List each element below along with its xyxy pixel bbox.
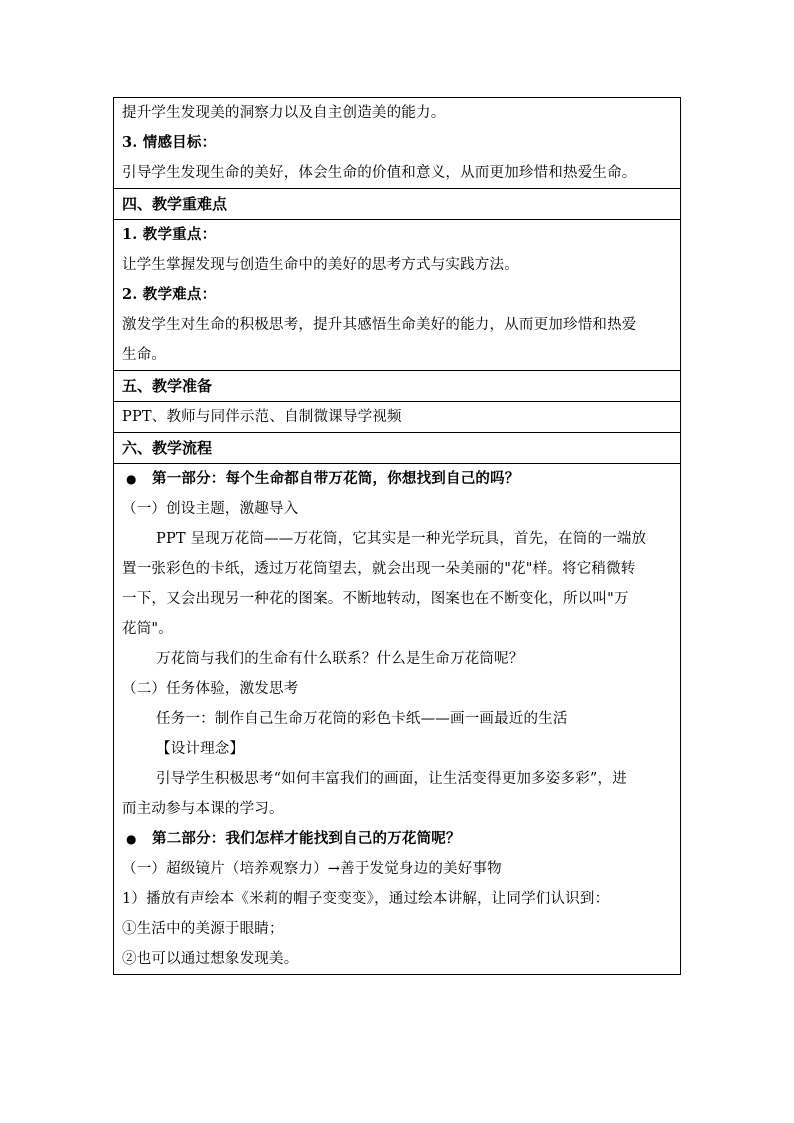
preparation-cell [114,401,680,432]
text-line: （一）创设主题，激趣导入 [122,501,299,517]
part-heading: ● 第一部分：每个生命都自带万花筒，你想找到自己的吗？ [122,464,672,494]
text-line: （一）超级镜片（培养观察力）→善于发觉身边的美好事物 [122,861,502,877]
subheading: 3. 情感目标： [122,134,217,151]
text-line: 花筒"。 [122,621,173,637]
text-line: PPT 呈现万花筒——万花筒，它其实是一种光学玩具，首先，在筒的一端放 [156,531,647,547]
text-line: 置一张彩色的卡纸，透过万花筒望去，就会出现一朵美丽的"花"样。将它稍微转 [122,561,636,577]
text-line: 让学生掌握发现与创造生命中的美好的思考方式与实践方法。 [122,257,519,273]
process-cell [114,463,680,974]
text-line: PPT、教师与同伴示范、自制微课导学视频 [122,409,402,425]
text-line: 1）播放有声绘本《米莉的帽子变变变》，通过绘本讲解，让同学们认识到： [122,891,610,907]
text-line: 任务一：制作自己生命万花筒的彩色卡纸——画一画最近的生活 [156,711,568,727]
section-header-6 [114,432,680,463]
text-line: 引导学生发现生命的美好，体会生命的价值和意义，从而更加珍惜和热爱生命。 [122,165,637,181]
text-line: 提升学生发现美的洞察力以及自主创造美的能力。 [122,105,446,121]
text-line: 【设计理念】 [156,741,245,757]
text-line: 万花筒与我们的生命有什么联系？什么是生命万花筒呢？ [156,651,524,667]
part-heading: ● 第二部分：我们怎样才能找到自己的万花筒呢？ [122,824,672,854]
section-header-4 [114,188,680,219]
section-title: 四、教学重难点 [122,195,228,213]
lesson-plan-table [113,97,681,975]
text-line: ①生活中的美源于眼睛； [122,921,284,937]
text-line: 生命。 [122,347,167,363]
text-line: （二）任务体验，激发思考 [122,681,299,697]
subheading: 1. 教学重点： [122,226,217,243]
text-line: 激发学生对生命的积极思考，提升其感悟生命美好的能力，从而更加珍惜和热爱 [122,317,637,333]
text-line: 而主动参与本课的学习。 [122,801,284,817]
section-title: 六、教学流程 [122,439,213,457]
section-header-5 [114,370,680,401]
key-points-cell [114,219,680,370]
objectives-cell [114,98,680,188]
text-line: ②也可以通过想象发现美。 [122,951,299,967]
text-line: 一下，又会出现另一种花的图案。不断地转动，图案也在不断变化，所以叫"万 [122,591,629,607]
subheading: 2. 教学难点： [122,286,217,303]
section-title: 五、教学准备 [122,377,213,395]
text-line: 引导学生积极思考“如何丰富我们的画面，让生活变得更加多姿多彩”，进 [156,771,627,787]
